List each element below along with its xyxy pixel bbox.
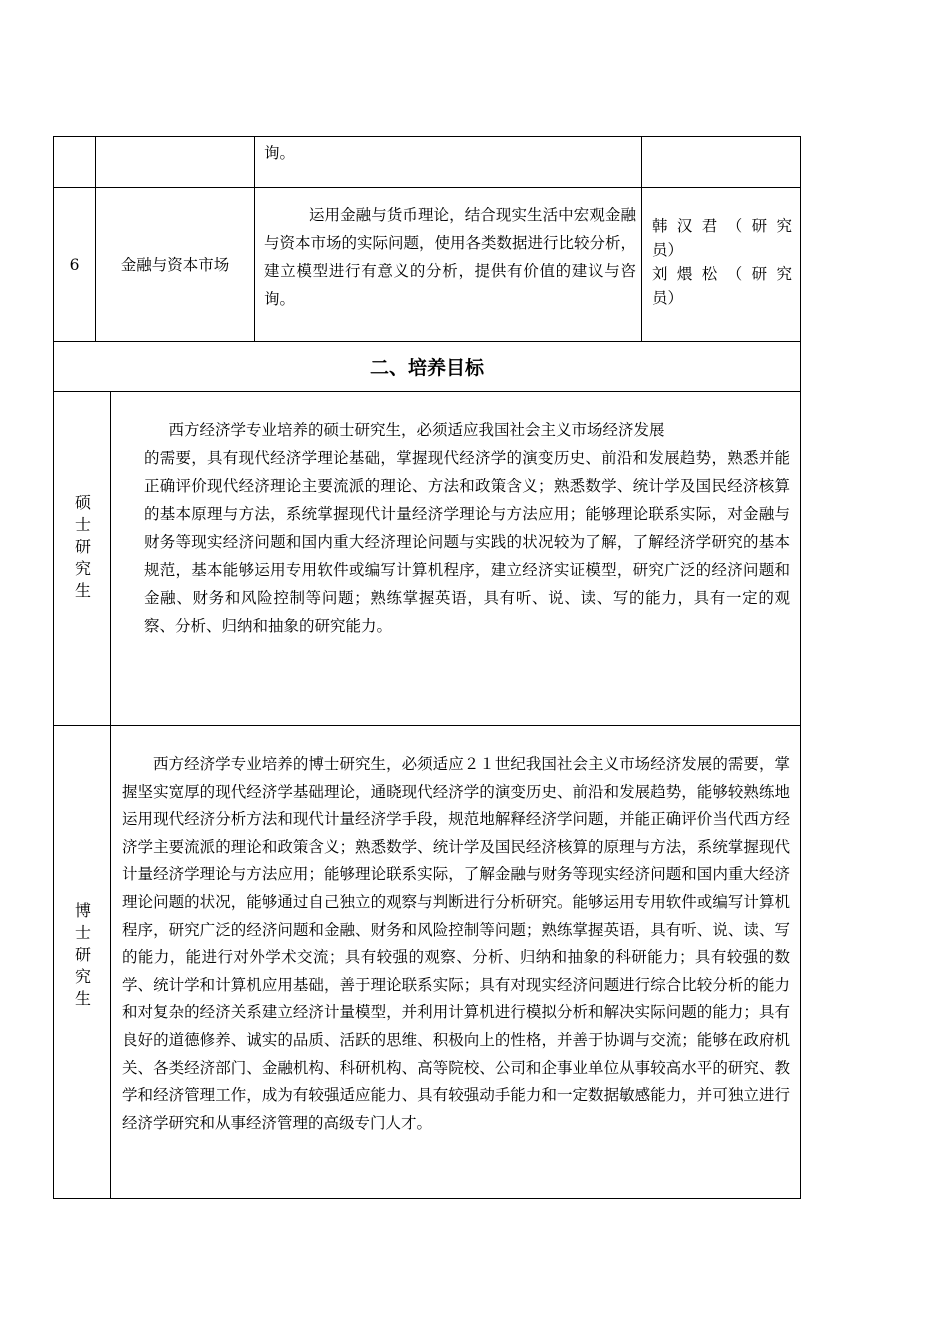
doctoral-content-cell xyxy=(122,751,790,1137)
doctoral-content-text: 西方经济学专业培养的博士研究生，必须适应２１世纪我国社会主义市场经济发展的需要，掌握坚实宽厚的现代经济学基础理论，通晓现代经济学的演变历史、前沿和发展趋势，能够较熟练地运用现代经济分析方法和现代计量经济学手段，规范地解释经济学问题，并能正确评价当代西方经济学主要流派的理论和政策含义；熟悉数学、统计学及国民经济核算的原理与方法，系统掌握现代计量经济学理论与方法应用；能够理论联系实际，了解金融与财务等现实经济问题和国内重大经济理论问题的状况，能够通过自己独立的观察与判断进行分析研究。能够运用专用软件或编写计算机程序，研究广泛的经济问题和金融、财务和风险控制等问题；熟练掌握英语，具有听、说、读、写的能力，能进行对外学术交流；具有较强的观察、分析、归纳和抽象的科研能力；具有较强的数学、统计学和计算机应用基础，善于理论联系实际；具有对现实经济问题进行综合比较分析的能力和对复杂的经济关系建立经济计量模型，并利用计算机进行模拟分析和解决实际问题的能力；具有良好的道德修养、诚实的品质、活跃的思维、积极向上的性格，并善于协调与交流；能够在政府机关、各类经济部门、金融机构、科研机构、高等院校、公司和企事业单位从事较高水平的研究、教学和经济管理工作，成为有较强适应能力、具有较强动手能力和一定数据敏感能力，并可独立进行经济学研究和从事经济管理的高级专门人才。 xyxy=(122,755,790,1132)
direction-cell xyxy=(96,188,254,341)
supervisor-2-line1: 刘煨松（研究 xyxy=(652,265,792,283)
master-first-line: 西方经济学专业培养的硕士研究生，必须适应我国社会主义市场经济发展 xyxy=(168,421,665,439)
master-content-text: 的需要，具有现代经济学理论基础，掌握现代经济学的演变历史、前沿和发展趋势，熟悉并能正确评价现代经济理论主要流派的理论、方法和政策含义；熟悉数学、统计学及国民经济核算的基本原理与方法，系统掌握现代计量经济学理论与方法应用；能够理论联系实际，对金融与财务等现实经济问题和国内重大经济理论问题与实践的状况较为了解，了解经济学研究的基本规范，基本能够运用专用软件或编写计算机程序，建立经济实证模型，研究广泛的经济问题和金融、财务和风险控制等问题；熟练掌握英语，具有听、说、读、写的能力，具有一定的观察、分析、归纳和抽象的研究能力。 xyxy=(144,449,790,635)
continued-content-cell xyxy=(264,139,636,185)
row-divider xyxy=(53,391,801,392)
table-border-right xyxy=(800,136,801,1199)
master-content-cell xyxy=(122,416,790,640)
section-heading: 二、培养目标 xyxy=(369,357,484,379)
content-cell xyxy=(264,201,636,339)
row-divider xyxy=(53,725,801,726)
doctoral-label: 博士研究生 xyxy=(72,902,92,1012)
supervisor-1-line1: 韩汉君（研究 xyxy=(652,217,792,235)
doctoral-label-cell xyxy=(54,726,110,1198)
master-label: 硕士研究生 xyxy=(72,493,92,604)
column-divider xyxy=(110,391,111,1198)
table-border-top xyxy=(53,136,801,137)
supervisor-1-line2: 员） xyxy=(652,241,684,259)
column-divider xyxy=(641,136,642,341)
row-number: 6 xyxy=(69,255,80,274)
row-number-cell xyxy=(54,188,95,341)
section-heading-cell xyxy=(54,342,800,391)
master-label-cell xyxy=(54,392,110,725)
column-divider xyxy=(254,136,255,341)
content-text: 运用金融与货币理论，结合现实生活中宏观金融与资本市场的实际问题，使用各类数据进行比较分析，建立模型进行有意义的分析，提供有价值的建议与咨询。 xyxy=(264,206,637,308)
supervisor-cell xyxy=(652,214,792,334)
supervisor-2-line2: 员） xyxy=(652,289,684,307)
direction-name: 金融与资本市场 xyxy=(120,255,230,274)
continued-content-text: 询。 xyxy=(264,144,296,162)
table-border-bottom xyxy=(53,1198,801,1199)
